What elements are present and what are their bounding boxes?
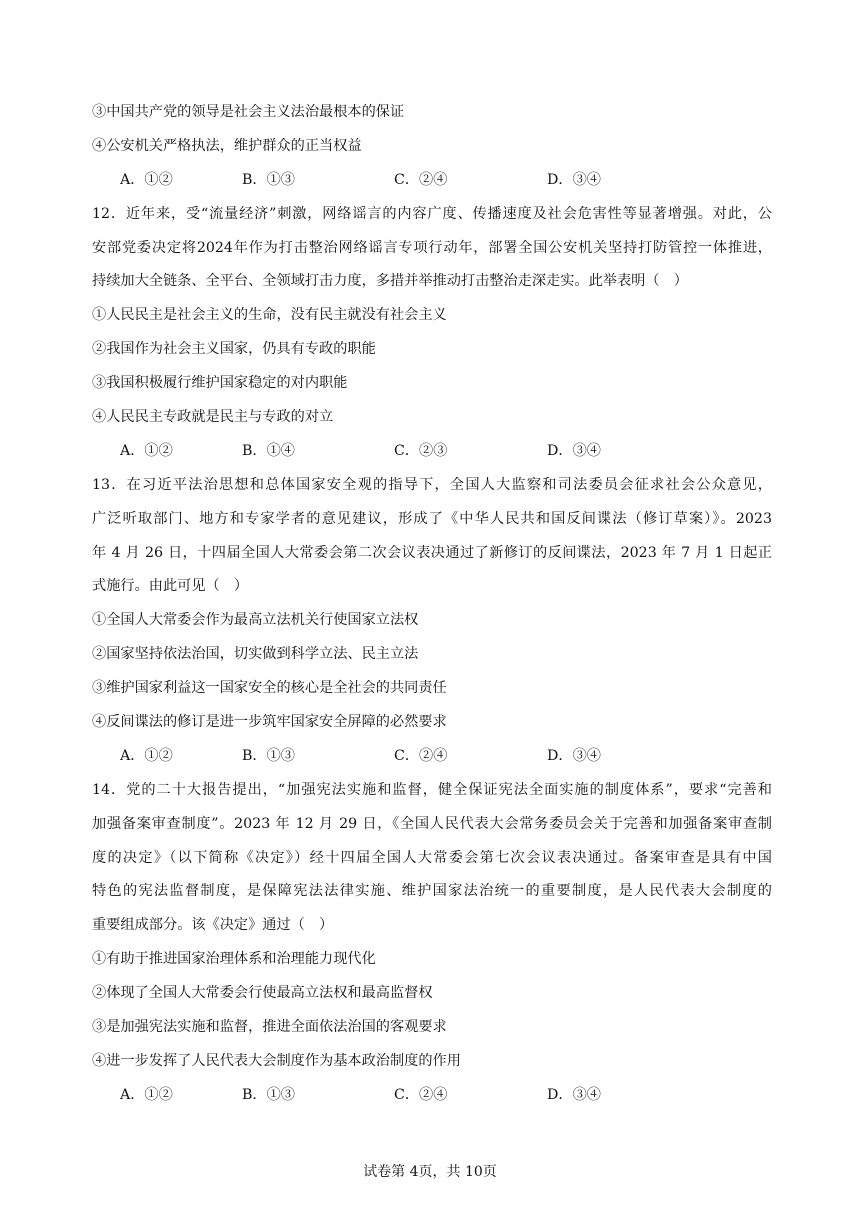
option-c: C．②④ [394,171,448,188]
question-stem-line: 14．党的二十大报告提出，“加强宪法实施和监督，健全保证宪法全面实施的制度体系”，要求“完善和 [92,781,772,798]
option-d: D．③④ [547,747,601,764]
statement: ③是加强宪法实施和监督，推进全面依法治国的客观要求 [92,1019,447,1036]
option-c: C．②④ [394,1086,448,1103]
page-footer: 试卷第 4页，共 10页 [363,1164,497,1180]
question-stem-line: 安部党委决定将2024年作为打击整治网络谣言专项行动年，部署全国公安机关坚持打防管控一体推进， [92,239,772,256]
question-stem-line: 度的决定》（以下简称《决定》）经十四届全国人大常委会第七次会议表决通过。备案审查是具有中国 [92,849,772,866]
question-stem-line: 重要组成部分。该《决定》通过（ ） [92,917,334,934]
options-row [92,740,772,774]
question-13 [92,469,772,774]
option-b: B．①③ [242,1086,295,1103]
question-11-continuation [92,96,772,198]
option-a: A．①② [120,1086,173,1103]
option-b: B．①④ [242,442,295,459]
question-stem-line: 12．近年来，受“流量经济”刺激，网络谣言的内容广度、传播速度及社会危害性等显著增强。对此，公 [92,205,772,222]
options-row [92,435,772,469]
question-stem-line: 持续加大全链条、全平台、全领域打击力度，多措并举推动打击整治走深走实。此举表明（ ） [92,273,688,290]
statement: ③我国积极履行维护国家稳定的对内职能 [92,375,348,392]
statement: ④进一步发挥了人民代表大会制度作为基本政治制度的作用 [92,1052,461,1069]
question-stem-line: 特色的宪法监督制度，是保障宪法法律实施、维护国家法治统一的重要制度，是人民代表大会制度的 [92,883,772,900]
option-a: A．①② [120,171,173,188]
statement: ③中国共产党的领导是社会主义法治最根本的保证 [92,104,405,120]
option-c: C．②③ [394,442,448,459]
question-stem-line: 13．在习近平法治思想和总体国家安全观的指导下，全国人大监察和司法委员会征求社会公众意见， [92,476,772,493]
option-a: A．①② [120,442,173,459]
option-d: D．③④ [547,171,601,188]
question-stem-line: 加强备案审查制度”。2023 年 12 月 29 日，《全国人民代表大会常务委员会关于完善和加强备案审查制 [92,815,772,832]
statement: ④人民民主专政就是民主与专政的对立 [92,409,334,426]
question-stem-line: 式施行。由此可见（ ） [92,578,249,595]
statement: ①有助于推进国家治理体系和治理能力现代化 [92,951,376,968]
statement: ②国家坚持依法治国，切实做到科学立法、民主立法 [92,646,419,663]
question-14 [92,774,772,1113]
statement: ①人民民主是社会主义的生命，没有民主就没有社会主义 [92,307,447,324]
question-stem-line: 年 4 月 26 日，十四届全国人大常委会第二次会议表决通过了新修订的反间谍法，2023 年 7 月 1 日起正 [92,544,772,561]
statement: ①全国人大常委会作为最高立法机关行使国家立法权 [92,612,419,629]
question-stem-line: 广泛听取部门、地方和专家学者的意见建议，形成了《中华人民共和国反间谍法（修订草案）》。2023 [92,510,772,527]
option-d: D．③④ [547,1086,601,1103]
option-c: C．②④ [394,747,448,764]
statement: ④公安机关严格执法，维护群众的正当权益 [92,137,362,154]
options-row [92,1079,772,1113]
question-12 [92,198,772,469]
statement: ④反间谍法的修订是进一步筑牢国家安全屏障的必然要求 [92,714,447,731]
statement: ③维护国家利益这一国家安全的核心是全社会的共同责任 [92,680,447,697]
statement: ②体现了全国人大常委会行使最高立法权和最高监督权 [92,985,433,1002]
page-content [92,96,772,1113]
option-d: D．③④ [547,442,601,459]
option-b: B．①③ [242,171,295,188]
statement: ②我国作为社会主义国家，仍具有专政的职能 [92,341,376,358]
option-b: B．①③ [242,747,295,764]
option-a: A．①② [120,747,173,764]
options-row [92,164,772,198]
